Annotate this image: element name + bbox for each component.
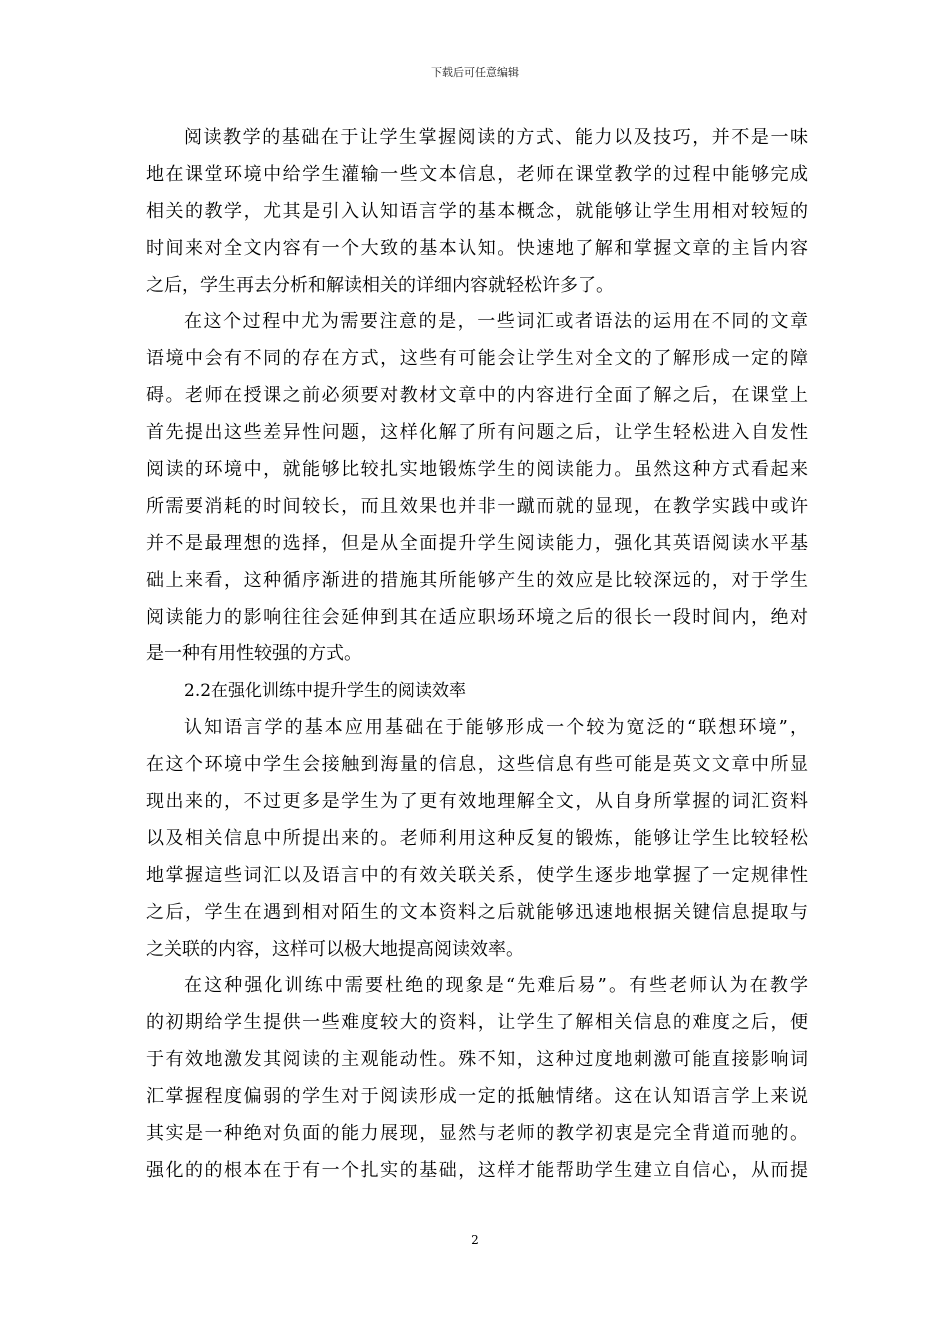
paragraph-line: 汇掌握程度偏弱的学生对于阅读形成一定的抵触情绪。这在认知语言学上来说 — [146, 1086, 808, 1108]
paragraph-line: 所需要消耗的时间较长，而且效果也并非一蹴而就的显现，在教学实践中或许 — [146, 495, 808, 517]
paragraph-line: 在这种强化训练中需要杜绝的现象是“先难后易”。有些老师认为在教学 — [184, 975, 808, 997]
paragraph-line: 认知语言学的基本应用基础在于能够形成一个较为宽泛的“联想环境”， — [184, 717, 808, 739]
page-number: 2 — [471, 1233, 479, 1247]
paragraph-line: 阅读能力的影响往往会延伸到其在适应职场环境之后的很长一段时间内，绝对 — [146, 606, 808, 628]
section-heading: 2.2在强化训练中提升学生的阅读效率 — [184, 681, 467, 702]
paragraph-line: 在这个过程中尤为需要注意的是，一些词汇或者语法的运用在不同的文章 — [184, 311, 808, 333]
paragraph-line: 于有效地激发其阅读的主观能动性。殊不知，这种过度地刺激可能直接影响词 — [146, 1049, 808, 1071]
paragraph-line: 是一种有用性较强的方式。 — [146, 643, 362, 665]
paragraph-line: 之后，学生在遇到相对陌生的文本资料之后就能够迅速地根据关键信息提取与 — [146, 901, 808, 923]
paragraph-line: 的初期给学生提供一些难度较大的资料，让学生了解相关信息的难度之后，便 — [146, 1012, 808, 1034]
paragraph-line: 阅读教学的基础在于让学生掌握阅读的方式、能力以及技巧，并不是一味 — [184, 127, 808, 148]
paragraph-line: 语境中会有不同的存在方式，这些有可能会让学生对全文的了解形成一定的障 — [146, 348, 808, 370]
paragraph-line: 其实是一种绝对负面的能力展现，显然与老师的教学初衷是完全背道而驰的。 — [146, 1123, 808, 1145]
paragraph-line: 相关的教学，尤其是引入认知语言学的基本概念，就能够让学生用相对较短的 — [146, 200, 808, 222]
page-header: 下载后可任意编辑 — [431, 66, 519, 79]
paragraph-line: 现出来的，不过更多是学生为了更有效地理解全文，从自身所掌握的词汇资料 — [146, 791, 808, 813]
paragraph-line: 以及相关信息中所提出来的。老师利用这种反复的锻炼，能够让学生比较轻松 — [146, 827, 808, 849]
paragraph-line: 时间来对全文内容有一个大致的基本认知。快速地了解和掌握文章的主旨内容 — [146, 237, 808, 259]
document-body — [146, 120, 808, 1190]
paragraph-line: 阅读的环境中，就能够比较扎实地锻炼学生的阅读能力。虽然这种方式看起来 — [146, 459, 808, 481]
paragraph-line: 并不是最理想的选择，但是从全面提升学生阅读能力，强化其英语阅读水平基 — [146, 532, 808, 554]
paragraph-line: 碍。老师在授课之前必须要对教材文章中的内容进行全面了解之后，在课堂上 — [146, 385, 808, 407]
paragraph-line: 地在课堂环境中给学生灌输一些文本信息，老师在课堂教学的过程中能够完成 — [146, 163, 808, 185]
paragraph-line: 地掌握這些词汇以及语言中的有效关联关系，使学生逐步地掌握了一定规律性 — [146, 864, 808, 886]
paragraph-line: 强化的的根本在于有一个扎实的基础，这样才能帮助学生建立自信心，从而提 — [146, 1159, 808, 1181]
paragraph-line: 之关联的内容，这样可以极大地提高阅读效率。 — [146, 938, 524, 960]
paragraph-line: 之后，学生再去分析和解读相关的详细内容就轻松许多了。 — [146, 274, 614, 296]
paragraph-line: 在这个环境中学生会接触到海量的信息，这些信息有些可能是英文文章中所显 — [146, 754, 808, 776]
paragraph-line: 首先提出这些差异性问题，这样化解了所有问题之后，让学生轻松进入自发性 — [146, 422, 808, 444]
paragraph-line: 础上来看，这种循序渐进的措施其所能够产生的效应是比较深远的，对于学生 — [146, 569, 808, 591]
